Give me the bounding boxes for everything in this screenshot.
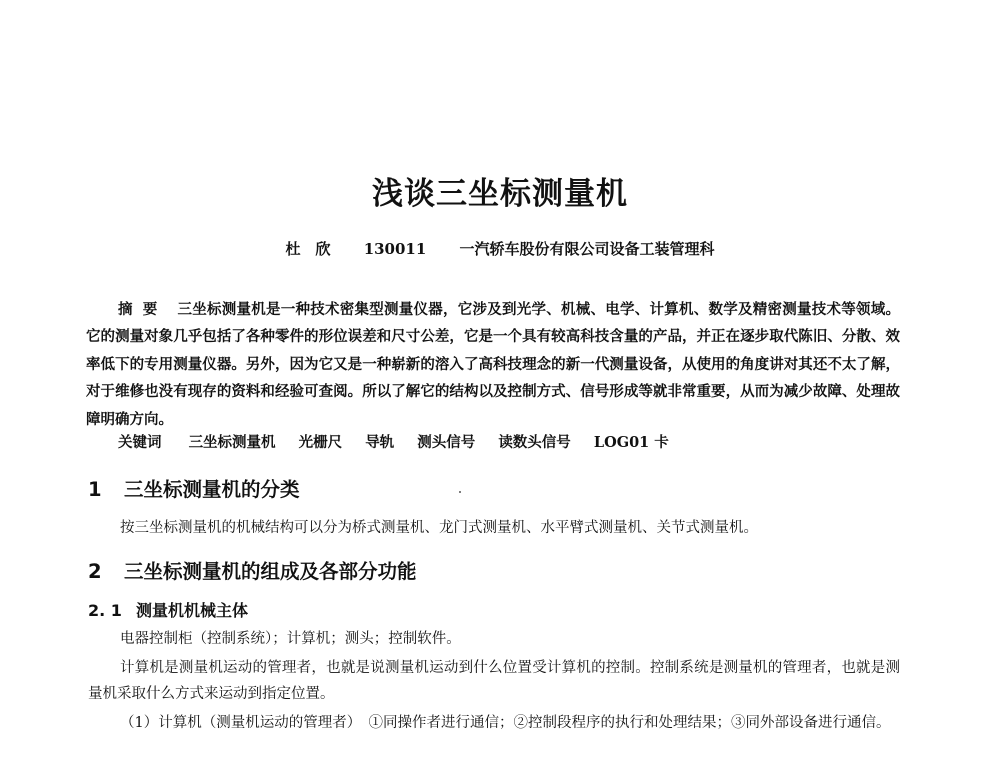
keywords-label: 关键词 xyxy=(118,434,162,451)
paragraph: 电器控制柜（控制系统）；计算机；测头；控制软件。 xyxy=(120,631,461,647)
abstract xyxy=(86,296,900,433)
section-number: 1 xyxy=(88,478,102,501)
keywords xyxy=(118,431,898,452)
affiliation: 一汽轿车股份有限公司设备工装管理科 xyxy=(459,240,715,258)
scan-speck xyxy=(459,491,461,493)
paragraph: 计算机是测量机运动的管理者，也就是说测量机运动到什么位置受计算机的控制。控制系统是测量机的管理者，也就是测量机采取什么方式来运动到指定位置。 xyxy=(88,660,900,702)
section-2-heading xyxy=(88,556,417,584)
section-number: 2 xyxy=(88,560,102,583)
keyword: 光栅尺 xyxy=(298,434,343,451)
paper-title: 浅谈三坐标测量机 xyxy=(372,176,628,212)
keyword: 三坐标测量机 xyxy=(188,434,276,451)
abstract-label: 摘要 xyxy=(118,301,168,318)
section-title: 三坐标测量机的组成及各部分功能 xyxy=(124,560,417,583)
keyword: LOG01 卡 xyxy=(593,434,669,451)
author-name: 杜 欣 xyxy=(285,240,331,258)
section-1-heading xyxy=(88,474,300,502)
subsection-title: 测量机机械主体 xyxy=(136,601,249,620)
byline xyxy=(0,238,1000,259)
subsection-number: 2. 1 xyxy=(88,601,122,620)
section-title: 三坐标测量机的分类 xyxy=(124,478,300,501)
subsection-2-1-heading xyxy=(88,598,248,621)
keyword: 读数头信号 xyxy=(498,434,571,451)
keyword: 导轨 xyxy=(365,434,395,451)
postcode: 130011 xyxy=(363,240,427,258)
keyword: 测头信号 xyxy=(417,434,476,451)
paragraph: （1）计算机（测量机运动的管理者） ①同操作者进行通信；②控制段程序的执行和处理结果；③同外部设备进行通信。 xyxy=(120,715,891,731)
abstract-text: 三坐标测量机是一种技术密集型测量仪器，它涉及到光学、机械、电学、计算机、数学及精密测量技术等领域。它的测量对象几乎包括了各种零件的形位误差和尺寸公差，它是一个具有较高科技含量的产品，并正在逐步取代陈旧、分散、效率低下的专用测量仪器。另外，因为它又是一种崭新的溶入了高科技理念的新一代测量设备，从使用的角度讲对其还不太了解，对于维修也没有现存的资料和经验可查阅。所以了解它的结构以及控制方式、信号形成等就非常重要，从而为减少故障、处理故障明确方向。 xyxy=(86,301,900,428)
section-1-paragraph: 按三坐标测量机的机械结构可以分为桥式测量机、龙门式测量机、水平臂式测量机、关节式测量机。 xyxy=(120,520,758,536)
